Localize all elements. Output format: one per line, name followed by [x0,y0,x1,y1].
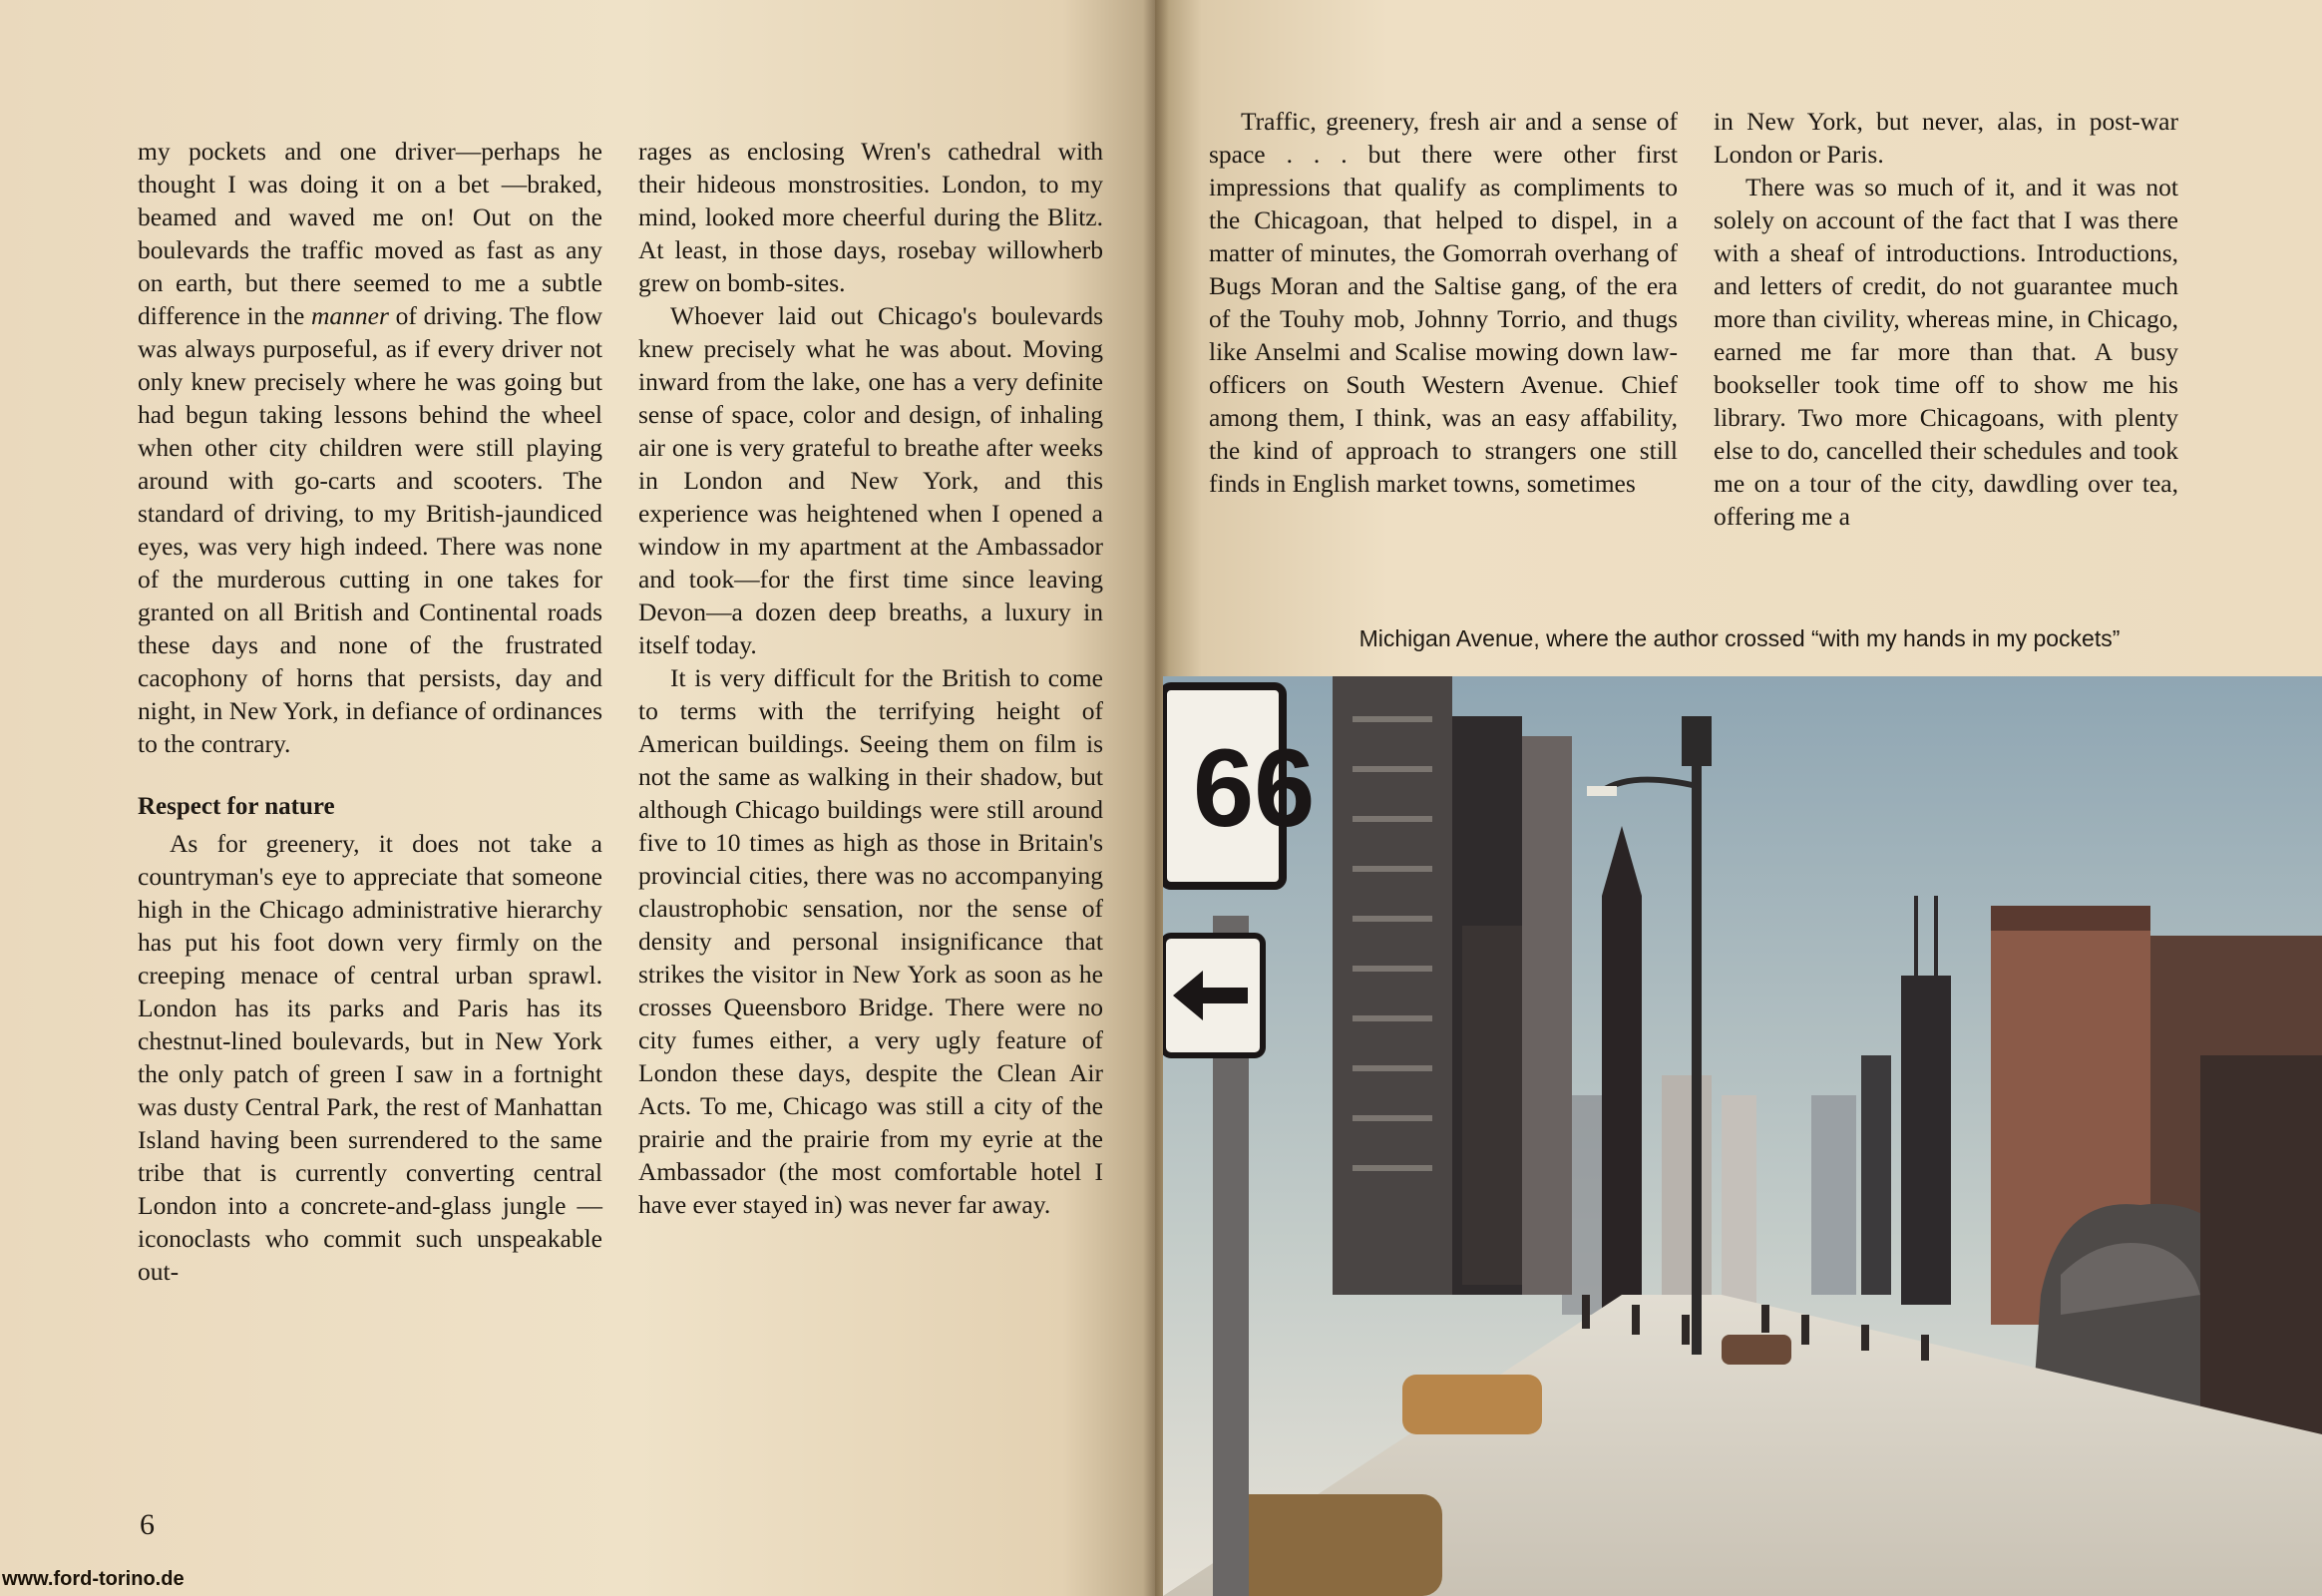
paragraph: my pockets and one driver—perhaps he thought I was doing it on a bet —braked, beamed and waved me on! Out on the boulevards the traffic moved as fast as any on earth, but there seemed to me a subtle difference in the manner of driving. The flow was always purposeful, as if every driver not only knew precisely where he was going but had begun taking lessons behind the wheel when other city children were still playing around with go-carts and scooters. The standard of driving, to my British-jaundiced eyes, was very high indeed. There was none of the murderous cutting in one takes for granted on all British and Continental roads these days and none of the frustrated cacophony of horns that persists, day and night, in New York, in defiance of ordinances to the contrary. [138,137,603,758]
text-column-1 [138,135,602,1288]
section-heading: Respect for nature [138,793,335,820]
route-sign-number: 66 [1193,727,1316,850]
emphasis-word: manner [311,301,389,330]
michigan-avenue-painting [1163,676,2322,1596]
paragraph: There was so much of it, and it was not solely on account of the fact that I was there with a sheaf of introductions. Introductions, and letters of credit, do not guarantee much more than civility, whereas mine, in Chicago, earned me far more than that. A busy bookseller took time off to show me his library. Two more Chicagoans, with plenty else to do, cancelled their schedules and took me on a tour of the city, dawdling over tea, offering me a [1714,173,2178,531]
paragraph: As for greenery, it does not take a countryman's eye to appreciate that someone high in the Chicago administrative hierarchy has put his foot down very firmly on the creeping menace of central urban sprawl. London has its parks and Paris has its chestnut-lined boulevards, but in New York the only patch of green I saw in a fortnight was dusty Central Park, the rest of Manhattan Island having been surrendered to the same tribe that is currently converting central London into a concrete-and-glass jungle — iconoclasts who commit such unspeakable out- [138,829,602,1286]
paragraph: rages as enclosing Wren's cathedral with their hideous monstrosities. London, to my mind, looked more cheerful during the Blitz. At least, in those days, rosebay willowherb grew on bomb-sites. [638,137,1103,297]
watermark: www.ford-torino.de [2,1568,185,1590]
text-column-2 [638,135,1103,1221]
paragraph: It is very difficult for the British to come to terms with the terrifying height of American buildings. Seeing them on film is not the same as walking in their shadow, but although Chicago buildings were still around five to 10 times as high as those in Britain's provincial cities, there was no accompanying claustrophobic sensation, nor the sense of density and personal insignificance that strikes the visitor in New York as soon as he crosses Queensboro Bridge. There were no city fumes either, a very ugly feature of London these days, despite the Clean Air Acts. To me, Chicago was still a city of the prairie and the prairie from my eyrie at the Ambassador (the most comfortable hotel I have ever stayed in) was never far away. [638,663,1103,1219]
text-column-3 [1209,105,1678,500]
paragraph: Traffic, greenery, fresh air and a sense of space . . . but there were other first impressions that qualify as compliments to the Chicagoan, that helped to dispel, in a matter of minutes, the Gomorrah overhang of Bugs Moran and the Saltise gang, of the era of the Touhy mob, Johnny Torrio, and thugs like Anselmi and Scalise mowing down law-officers on South Western Avenue. Chief among them, I think, was an easy affability, the kind of approach to strangers one still finds in English market towns, sometimes [1209,107,1678,498]
paragraph: in New York, but never, alas, in post-war London or Paris. [1714,107,2178,169]
illustration-caption: Michigan Avenue, where the author crossed “with my hands in my pockets” [1358,625,2121,651]
page-number: 6 [140,1508,155,1541]
text-column-4 [1714,105,2178,533]
paragraph: Whoever laid out Chicago's boulevards knew precisely what he was about. Moving inward from the lake, one has a very definite sense of space, color and design, of inhaling air one is very grateful to breathe after weeks in London and New York, and this experience was heightened when I opened a window in my apartment at the Ambassador and took—for the first time since leaving Devon—a dozen deep breaths, a luxury in itself today. [638,301,1103,659]
